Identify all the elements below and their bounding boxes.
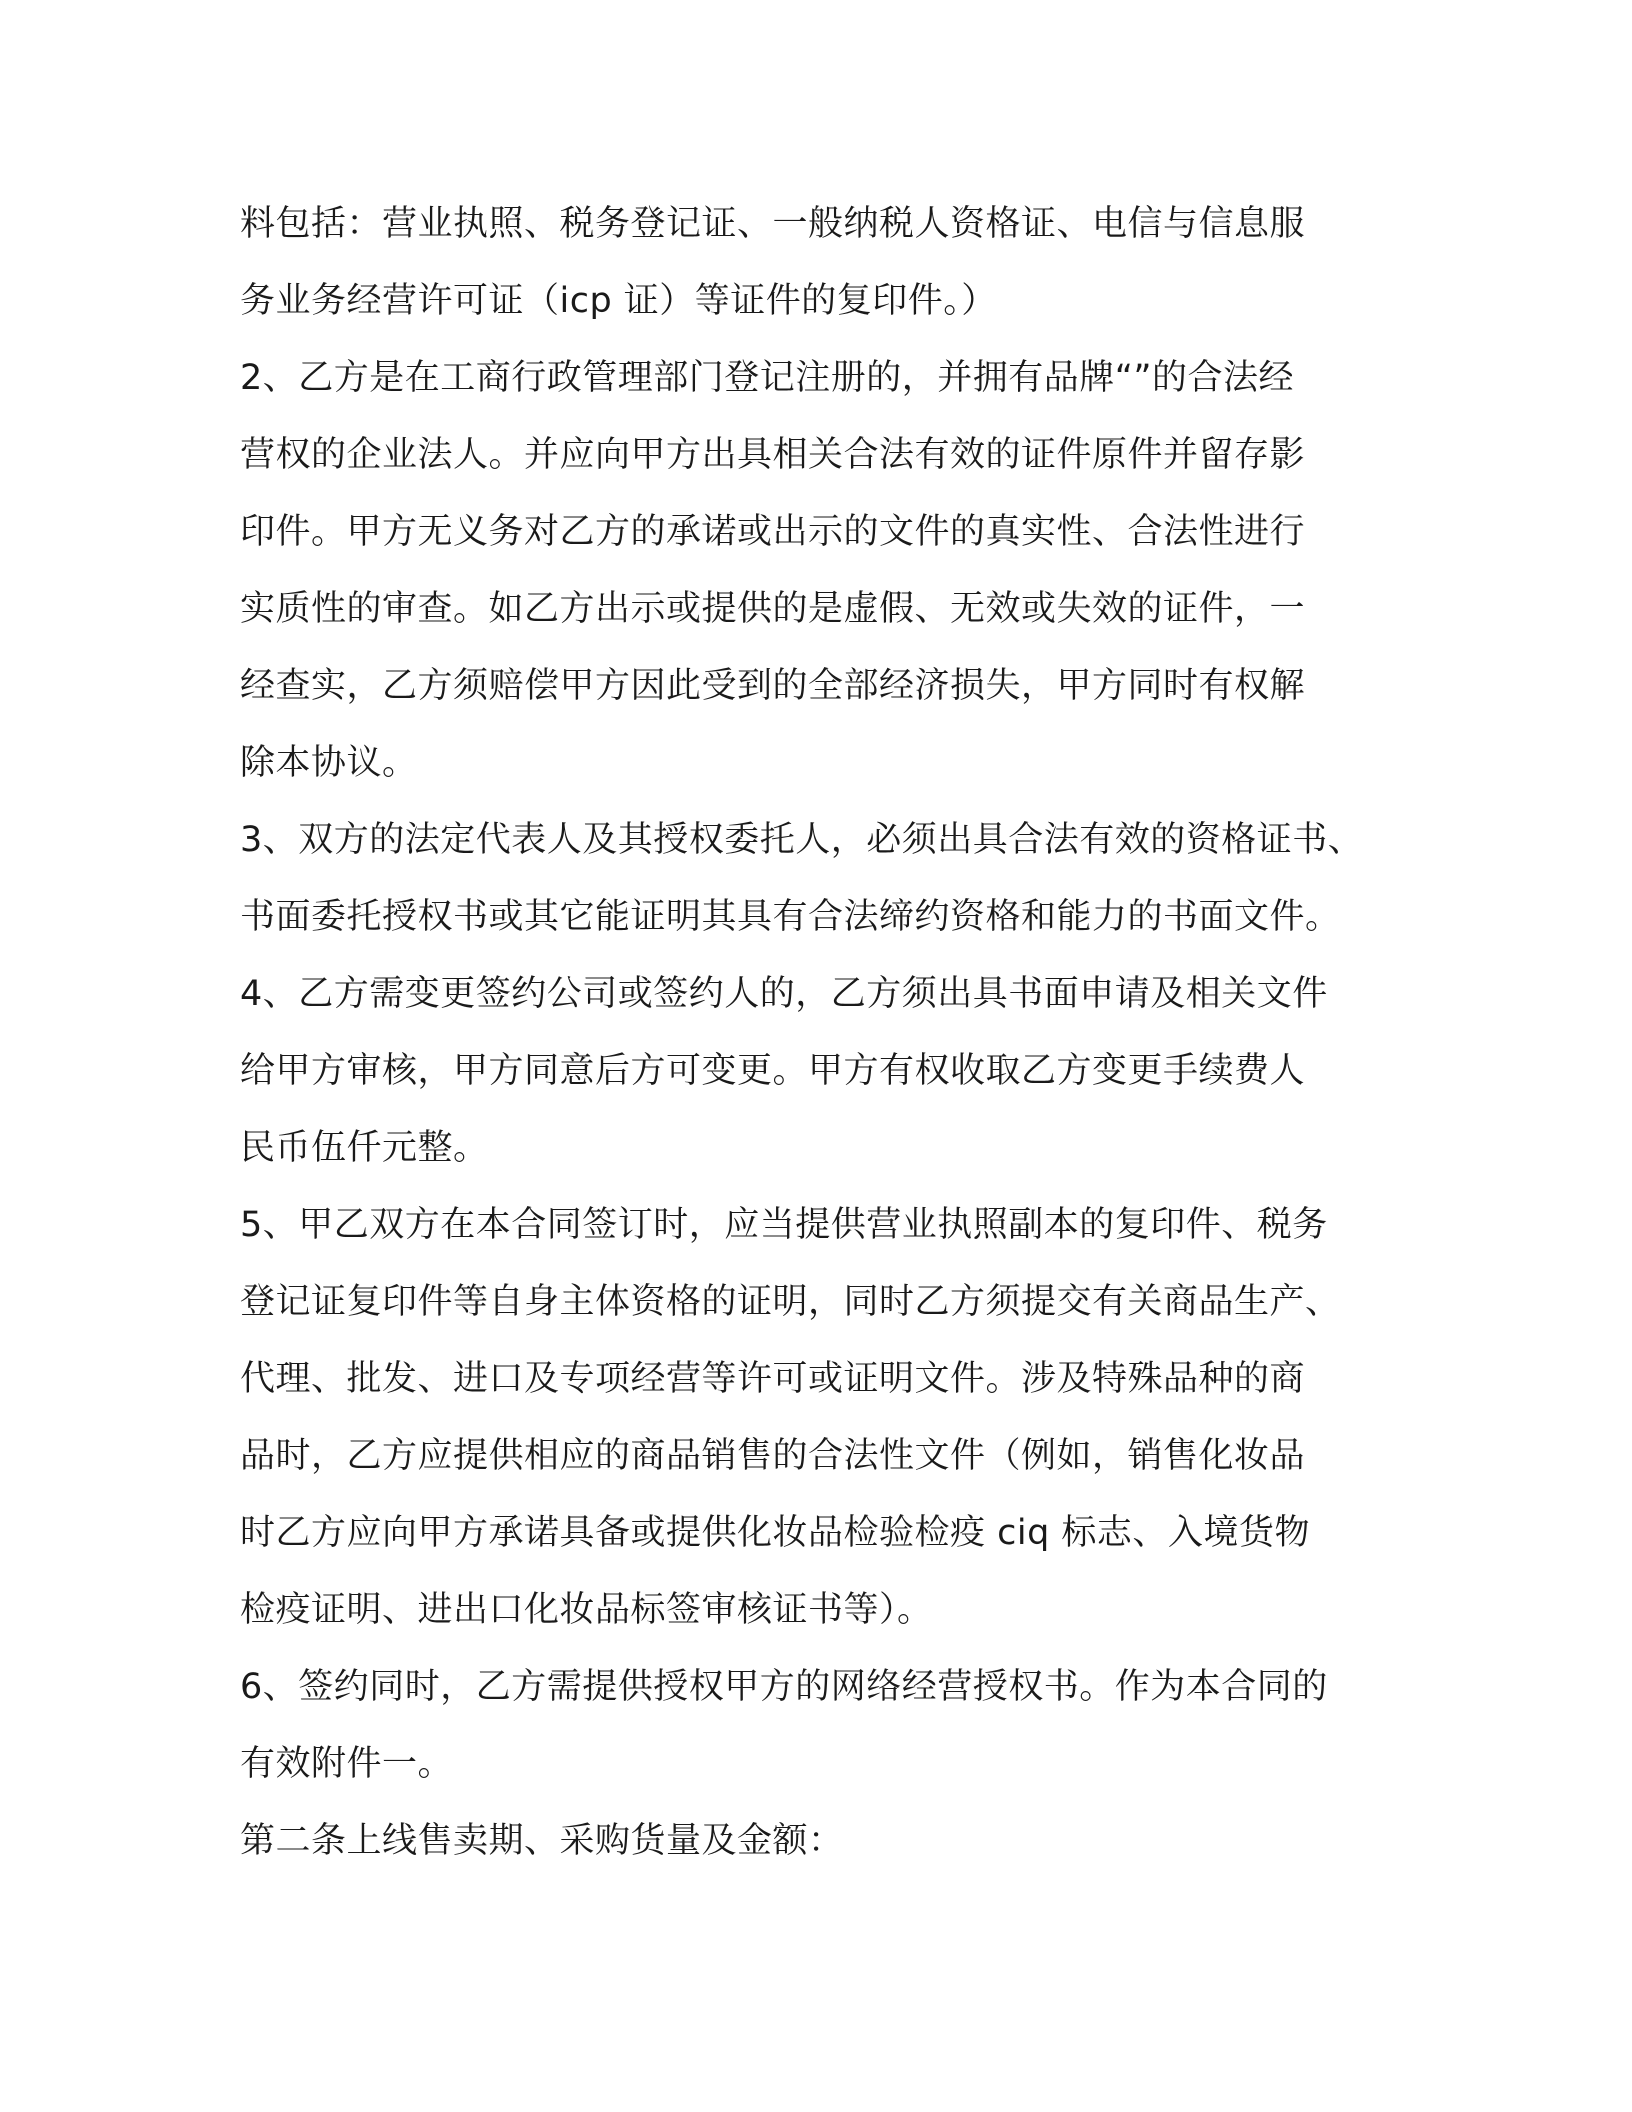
text-line: 登记证复印件等自身主体资格的证明，同时乙方须提交有关商品生产、 [240, 1282, 1341, 1322]
text-line: 印件。甲方无义务对乙方的承诺或出示的文件的真实性、合法性进行 [240, 512, 1306, 552]
text-line: 给甲方审核，甲方同意后方可变更。甲方有权收取乙方变更手续费人 [240, 1051, 1306, 1091]
text-line: 民币伍仟元整。 [240, 1128, 489, 1168]
section-heading: 第二条上线售卖期、采购货量及金额： [240, 1821, 844, 1861]
text-line: 3、双方的法定代表人及其授权委托人，必须出具合法有效的资格证书、 [240, 820, 1364, 860]
text-line: 2、乙方是在工商行政管理部门登记注册的，并拥有品牌“”的合法经 [240, 358, 1295, 398]
text-line: 有效附件一。 [240, 1744, 454, 1784]
text-line: 5、甲乙双方在本合同签订时，应当提供营业执照副本的复印件、税务 [240, 1205, 1328, 1245]
text-line: 检疫证明、进出口化妆品标签审核证书等）。 [240, 1590, 933, 1630]
text-line: 实质性的审查。如乙方出示或提供的是虚假、无效或失效的证件，一 [240, 589, 1306, 629]
text-line: 除本协议。 [240, 743, 418, 783]
text-line: 经查实，乙方须赔偿甲方因此受到的全部经济损失，甲方同时有权解 [240, 666, 1306, 706]
text-line: 6、签约同时，乙方需提供授权甲方的网络经营授权书。作为本合同的 [240, 1667, 1328, 1707]
text-line: 4、乙方需变更签约公司或签约人的，乙方须出具书面申请及相关文件 [240, 974, 1328, 1014]
text-line: 务业务经营许可证（icp 证）等证件的复印件。） [240, 281, 997, 321]
document-body [240, 186, 1420, 1880]
text-line: 料包括：营业执照、税务登记证、一般纳税人资格证、电信与信息服 [240, 204, 1306, 244]
text-line: 代理、批发、进口及专项经营等许可或证明文件。涉及特殊品种的商 [240, 1359, 1306, 1399]
text-line: 营权的企业法人。并应向甲方出具相关合法有效的证件原件并留存影 [240, 435, 1306, 475]
text-line: 时乙方应向甲方承诺具备或提供化妆品检验检疫 ciq 标志、入境货物 [240, 1513, 1310, 1553]
text-line: 书面委托授权书或其它能证明其具有合法缔约资格和能力的书面文件。 [240, 897, 1341, 937]
text-line: 品时，乙方应提供相应的商品销售的合法性文件（例如，销售化妆品 [240, 1436, 1306, 1476]
